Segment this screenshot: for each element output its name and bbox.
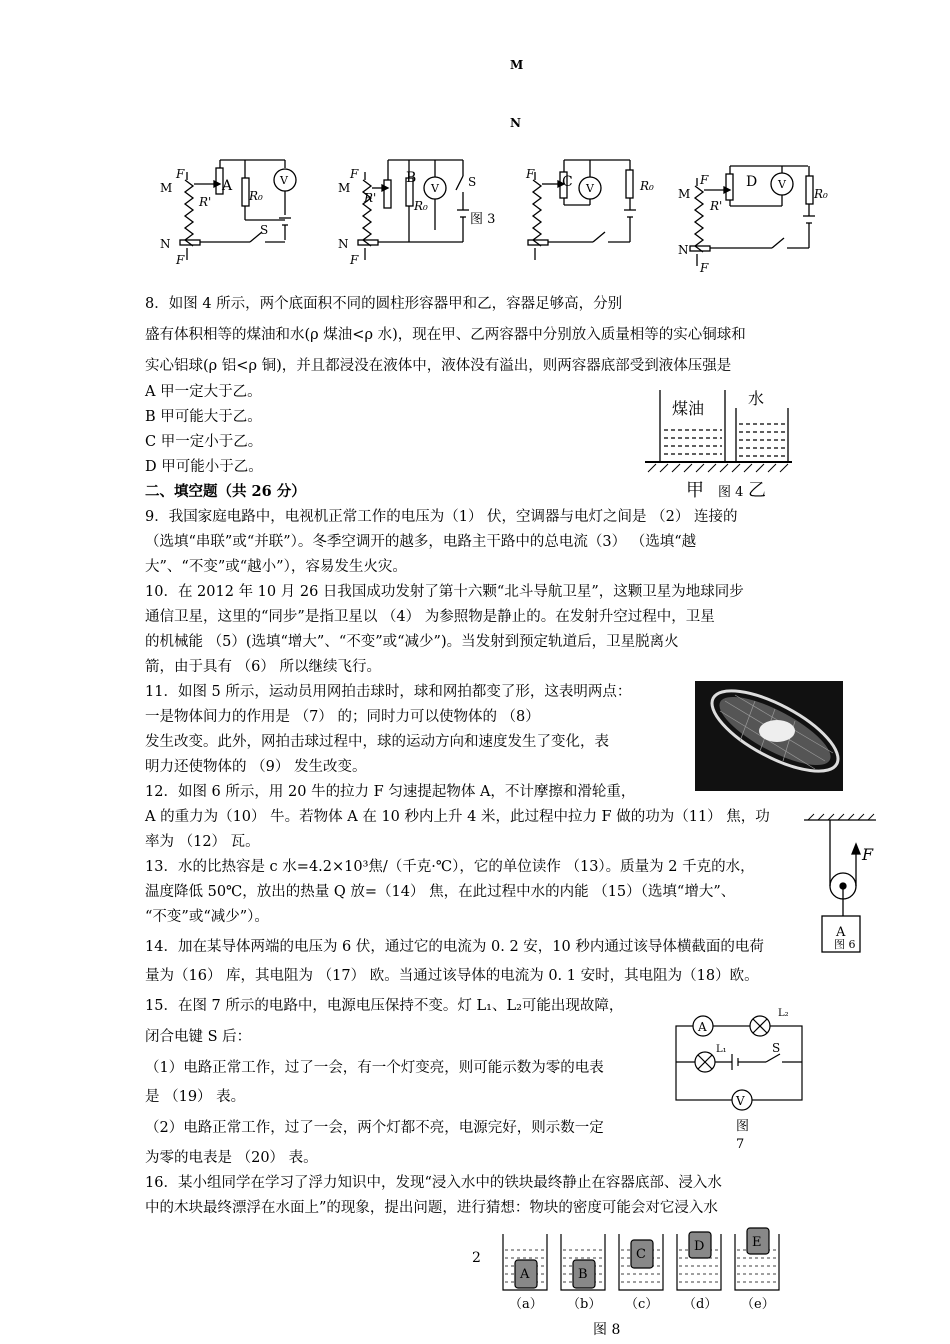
- figure-7-circuit: [670, 1002, 810, 1154]
- figure-8-beakers: [495, 1228, 805, 1340]
- q15-line5: （2）电路正常工作，过了一会，两个灯都不亮，电源完好，则示数一定: [145, 1120, 604, 1136]
- fig3-label-rp1: R': [199, 195, 212, 209]
- q8-option-c: C 甲一定小于乙。: [145, 434, 263, 450]
- fig3-label-f2: F: [176, 253, 185, 267]
- q12-line3: 率为 （12） 瓦。: [145, 834, 260, 850]
- fig3-label-n2: N: [338, 237, 349, 251]
- circuit-c: [528, 160, 636, 260]
- fig4-yi-label: 乙: [748, 480, 766, 501]
- fig3-label-b: B: [406, 170, 417, 186]
- fig3-label-s1: S: [260, 223, 269, 237]
- q16-line2: 中的木块最终漂浮在水面上”的现象，提出问题，进行猜想：物块的密度可能会对它浸入水: [145, 1200, 718, 1216]
- fig7-ammeter-label: A: [698, 1020, 707, 1034]
- fig3-label-m1: M: [160, 181, 173, 195]
- fig3-caption: 图 3: [470, 212, 496, 227]
- fig6-block-label: A: [836, 925, 846, 940]
- fig3-label-m2: M: [338, 181, 351, 195]
- q9-line2: （选填“串联”或“并联”）。冬季空调开的越多，电路主干路中的总电流（3） （选填“越: [145, 534, 697, 550]
- fig8-block-d: D: [694, 1239, 705, 1254]
- fig8-block-b: B: [578, 1267, 588, 1282]
- fig7-caption-1: 图: [736, 1119, 750, 1134]
- q13-line2: 温度降低 50℃，放出的热量 Q 放=（14） 焦，在此过程中水的内能 （15）（选填“增大”、: [145, 884, 736, 900]
- circuit-a: [180, 160, 296, 260]
- fig3-label-a: A: [222, 178, 233, 194]
- fig4-water-label: 水: [748, 389, 765, 408]
- q8-line2: 盛有体积相等的煤油和水(ρ 煤油<ρ 水)，现在甲、乙两容器中分别放入质量相等的实心铜球和: [145, 327, 746, 343]
- fig3-label-v2: V: [431, 182, 439, 195]
- fig3-label-v1: V: [280, 174, 288, 187]
- q13-line1: 13．水的比热容是 c 水=4.2×10³焦/（千克·℃），它的单位读作 （13）。质量为 2 千克的水，: [145, 859, 755, 875]
- q11-line1: 11．如图 5 所示，运动员用网拍击球时，球和网拍都变了形，这表明两点：: [145, 684, 632, 700]
- section-2-heading: 二、填空题（共 26 分）: [145, 483, 306, 500]
- fig8-label-b: （b）: [567, 1297, 602, 1312]
- fig3-label-d: D: [746, 174, 758, 190]
- page-number: 2: [472, 1250, 481, 1266]
- fig3-label-f7: F: [700, 173, 709, 187]
- q8-option-a: A 甲一定大于乙。: [145, 384, 262, 400]
- q8-option-d: D 甲可能小于乙。: [145, 459, 263, 475]
- fig3-label-n1: N: [160, 237, 171, 251]
- q11-line2: 一是物体间力的作用是 （7） 的；同时力可以使物体的 （8）: [145, 709, 540, 725]
- fig4-caption: 图 4: [718, 485, 744, 500]
- fig7-switch-label: S: [772, 1041, 781, 1055]
- q12-line2: A 的重力为（10） 牛。若物体 A 在 10 秒内上升 4 米，此过程中拉力 F 做的功为（11） 焦，功: [145, 809, 770, 825]
- q12-line1: 12．如图 6 所示，用 20 牛的拉力 F 匀速提起物体 A，不计摩擦和滑轮重，: [145, 784, 636, 800]
- fig7-l2-label: L₂: [778, 1008, 789, 1019]
- fig8-label-e: （e）: [741, 1297, 775, 1312]
- fig3-label-r02: R₀: [414, 199, 428, 213]
- fig3-label-v3: V: [586, 182, 594, 195]
- fig3-label-r04: R₀: [814, 187, 828, 201]
- q11-line4: 明力还使物体的 （9） 发生改变。: [145, 759, 367, 775]
- fig8-block-c: C: [636, 1247, 646, 1262]
- q15-line4: 是 （19） 表。: [145, 1089, 246, 1105]
- fig3-label-v4: V: [778, 178, 786, 191]
- q14-line1: 14．加在某导体两端的电压为 6 伏，通过它的电流为 0. 2 安，10 秒内通过该导体横截面的电荷: [145, 939, 764, 955]
- figure-4-containers: [640, 380, 800, 500]
- fig3-label-n4: N: [678, 243, 689, 257]
- fig8-block-e: E: [752, 1235, 762, 1250]
- label-m: M: [510, 58, 524, 72]
- fig3-label-r01: R₀: [249, 189, 263, 203]
- q13-line3: “不变”或“减少”）。: [145, 909, 269, 925]
- fig4-oil-label: 煤油: [672, 399, 705, 418]
- fig3-label-rp4: R': [710, 199, 723, 213]
- fig6-force-label: F: [862, 845, 874, 864]
- fig7-voltmeter-label: V: [736, 1094, 745, 1108]
- q15-line1: 15．在图 7 所示的电路中，电源电压保持不变。灯 L₁、L₂可能出现故障，: [145, 998, 624, 1014]
- fig8-block-a: A: [520, 1267, 530, 1282]
- fig3-label-rp2: R': [364, 191, 377, 205]
- fig3-label-f8: F: [700, 261, 709, 275]
- fig7-l1-label: L₁: [716, 1044, 727, 1055]
- figure-5-racket-photo: [695, 681, 843, 791]
- q8-option-b: B 甲可能大于乙。: [145, 409, 262, 425]
- figure-3-circuits: [150, 150, 828, 280]
- fig3-label-f1: F: [176, 167, 185, 181]
- fig8-label-a: （a）: [509, 1297, 543, 1312]
- label-n: N: [510, 116, 521, 130]
- q9-line1: 9．我国家庭电路中，电视机正常工作的电压为（1） 伏，空调器与电灯之间是 （2） 连接的: [145, 509, 738, 525]
- fig7-caption-2: 7: [736, 1137, 745, 1152]
- fig3-label-f4: F: [350, 253, 359, 267]
- q15-line6: 为零的电表是 （20） 表。: [145, 1150, 318, 1166]
- fig6-caption: 图 6: [834, 938, 856, 951]
- fig8-label-d: （d）: [683, 1297, 718, 1312]
- fig3-label-f3: F: [350, 167, 359, 181]
- q15-line2: 闭合电键 S 后：: [145, 1029, 252, 1045]
- fig8-caption: 图 8: [593, 1322, 621, 1338]
- q16-line1: 16．某小组同学在学习了浮力知识中，发现“浸入水中的铁块最终静止在容器底部、浸入水: [145, 1175, 722, 1191]
- beaker-c: [619, 1234, 663, 1290]
- fig3-label-m4: M: [678, 187, 691, 201]
- q10-line4: 箭，由于具有 （6） 所以继续飞行。: [145, 659, 381, 675]
- fig8-label-c: （c）: [625, 1297, 659, 1312]
- figure-6-pulley: [800, 812, 880, 957]
- q10-line2: 通信卫星，这里的“同步”是指卫星以 （4） 为参照物是静止的。在发射升空过程中，卫星: [145, 609, 715, 625]
- fig3-label-c: C: [562, 174, 573, 190]
- q14-line2: 量为（16） 库，其电阻为 （17） 欧。当通过该导体的电流为 0. 1 安时，其电阻为（18）欧。: [145, 968, 759, 984]
- q10-line3: 的机械能 （5）(选填“增大”、“不变”或“减少”)。当发射到预定轨道后，卫星脱离火: [145, 634, 679, 650]
- q11-line3: 发生改变。此外，网拍击球过程中，球的运动方向和速度发生了变化，表: [145, 734, 609, 750]
- q10-line1: 10．在 2012 年 10 月 26 日我国成功发射了第十六颗“北斗导航卫星”，这颗卫星为地球同步: [145, 584, 744, 600]
- q8-line1: 8．如图 4 所示，两个底面积不同的圆柱形容器甲和乙，容器足够高，分别: [145, 296, 623, 312]
- q15-line3: （1）电路正常工作，过了一会，有一个灯变亮，则可能示数为零的电表: [145, 1060, 604, 1076]
- fig3-label-r03: R₀: [640, 179, 654, 193]
- q9-line3: 大”、“不变”或“越小”），容易发生火灾。: [145, 559, 407, 575]
- fig3-label-f5: F: [526, 167, 535, 181]
- q8-line3: 实心铝球(ρ 铝<ρ 铜)，并且都浸没在液体中，液体没有溢出，则两容器底部受到液体压强是: [145, 358, 732, 374]
- fig4-jia-label: 甲: [686, 480, 704, 501]
- fig3-label-s2: S: [468, 175, 477, 189]
